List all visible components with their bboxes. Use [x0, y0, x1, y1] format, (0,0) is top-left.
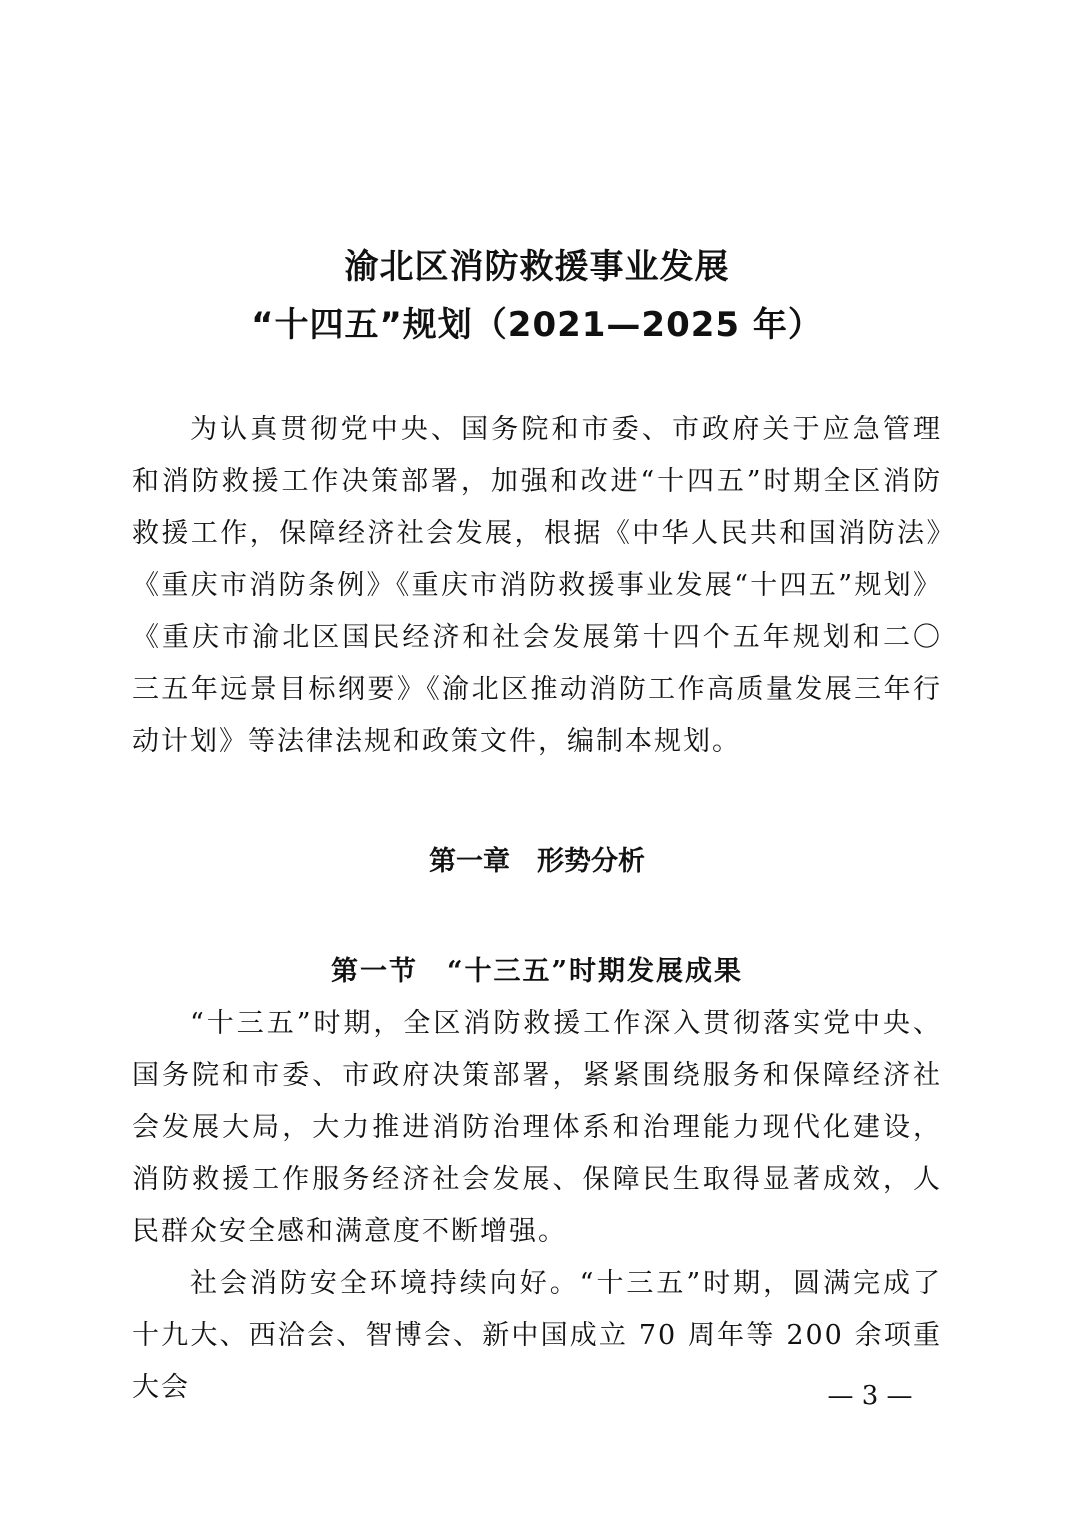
title-line-1: 渝北区消防救援事业发展 — [344, 247, 730, 287]
title-line-2: “十四五”规划（2021—2025 年） — [251, 305, 823, 345]
chapter-heading: 第一章 形势分析 — [429, 846, 645, 877]
page-number: — 3 — — [827, 1381, 913, 1411]
intro-section — [132, 404, 942, 768]
main-body — [132, 998, 942, 1414]
intro-paragraph: 为认真贯彻党中央、国务院和市委、市政府关于应急管理和消防救援工作决策部署，加强和改进“十四五”时期全区消防救援工作，保障经济社会发展，根据《中华人民共和国消防法》《重庆市消防条例》《重庆市消防救援事业发展“十四五”规划》《重庆市渝北区国民经济和社会发展第十四个五年规划和二〇三五年远景目标纲要》《渝北区推动消防工作高质量发展三年行动计划》等法律法规和政策文件，编制本规划。 — [132, 414, 942, 757]
document-title — [0, 238, 1074, 354]
body-paragraph: 社会消防安全环境持续向好。“十三五”时期，圆满完成了十九大、西洽会、智博会、新中国成立 70 周年等 200 余项重大会 — [132, 1268, 942, 1403]
body-paragraph: “十三五”时期，全区消防救援工作深入贯彻落实党中央、国务院和市委、市政府决策部署，紧紧围绕服务和保障经济社会发展大局，大力推进消防治理体系和治理能力现代化建设，消防救援工作服务经济社会发展、保障民生取得显著成效，人民群众安全感和满意度不断增强。 — [132, 1008, 942, 1247]
section-heading: 第一节 “十三五”时期发展成果 — [330, 956, 744, 987]
